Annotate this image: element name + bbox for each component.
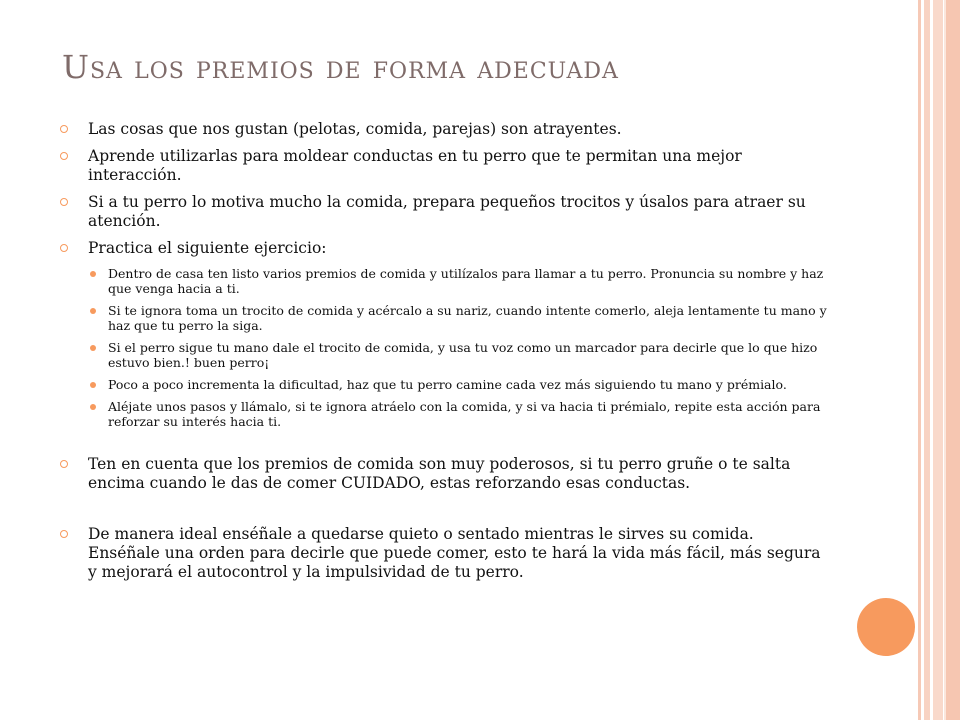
sub-bullet-item (88, 377, 830, 392)
dot-bullet-icon (90, 382, 96, 388)
bullet-item (60, 525, 830, 582)
ring-bullet-icon (60, 152, 68, 160)
ring-bullet-icon (60, 125, 68, 133)
ring-bullet-icon (60, 198, 68, 206)
sub-bullet-text: Aléjate unos pasos y llámalo, si te ignora atráelo con la comida, y si va hacia ti prémialo, repite esta acción para reforzar su interés hacia ti. (108, 399, 821, 429)
sub-bullet-text: Si te ignora toma un trocito de comida y acércalo a su nariz, cuando intente comerlo, aleja lentamente tu mano y haz que tu perro la siga. (108, 303, 827, 333)
dot-bullet-icon (90, 308, 96, 314)
border-stripe (946, 0, 960, 720)
dot-bullet-icon (90, 345, 96, 351)
slide-content (60, 120, 830, 590)
bullet-text: Ten en cuenta que los premios de comida son muy poderosos, si tu perro gruñe o te salta encima cuando le das de comer CUIDADO, estas reforzando esas conductas. (88, 455, 791, 492)
slide-title: Usa los premios de forma adecuada (62, 48, 619, 86)
bullet-item (60, 193, 830, 231)
bullet-text: Practica el siguiente ejercicio: (88, 239, 327, 257)
border-stripe (933, 0, 943, 720)
spacer (60, 439, 830, 455)
bullet-item (60, 239, 830, 258)
bullet-text: Las cosas que nos gustan (pelotas, comida, parejas) son atrayentes. (88, 120, 622, 138)
bullet-text: Si a tu perro lo motiva mucho la comida, prepara pequeños trocitos y úsalos para atraer su atención. (88, 193, 806, 230)
dot-bullet-icon (90, 271, 96, 277)
sub-bullet-item (88, 399, 830, 429)
bullet-item (60, 455, 830, 493)
sub-bullet-text: Si el perro sigue tu mano dale el trocito de comida, y usa tu voz como un marcador para decirle que lo que hizo estuvo bien.! buen perro¡ (108, 340, 818, 370)
border-stripe (918, 0, 921, 720)
sub-bullet-list (88, 266, 830, 429)
accent-circle (857, 598, 915, 656)
ring-bullet-icon (60, 460, 68, 468)
border-stripe (924, 0, 930, 720)
dot-bullet-icon (90, 404, 96, 410)
ring-bullet-icon (60, 244, 68, 252)
sub-bullet-text: Dentro de casa ten listo varios premios de comida y utilízalos para llamar a tu perro. Pronuncia su nombre y haz que venga hacia a ti. (108, 266, 824, 296)
sub-bullet-item (88, 303, 830, 333)
ring-bullet-icon (60, 530, 68, 538)
bullet-text: Aprende utilizarlas para moldear conductas en tu perro que te permitan una mejor interacción. (88, 147, 742, 184)
sub-bullet-item (88, 266, 830, 296)
bullet-item (60, 120, 830, 139)
sub-bullet-text: Poco a poco incrementa la dificultad, haz que tu perro camine cada vez más siguiendo tu mano y prémialo. (108, 377, 787, 392)
bullet-text: De manera ideal enséñale a quedarse quieto o sentado mientras le sirves su comida. Enséñale una orden para decirle que puede comer, esto te hará la vida más fácil, más segura y mejorará el autocontrol y la impulsividad de tu perro. (88, 525, 821, 581)
sub-bullet-item (88, 340, 830, 370)
bullet-item (60, 147, 830, 185)
spacer (60, 501, 830, 525)
